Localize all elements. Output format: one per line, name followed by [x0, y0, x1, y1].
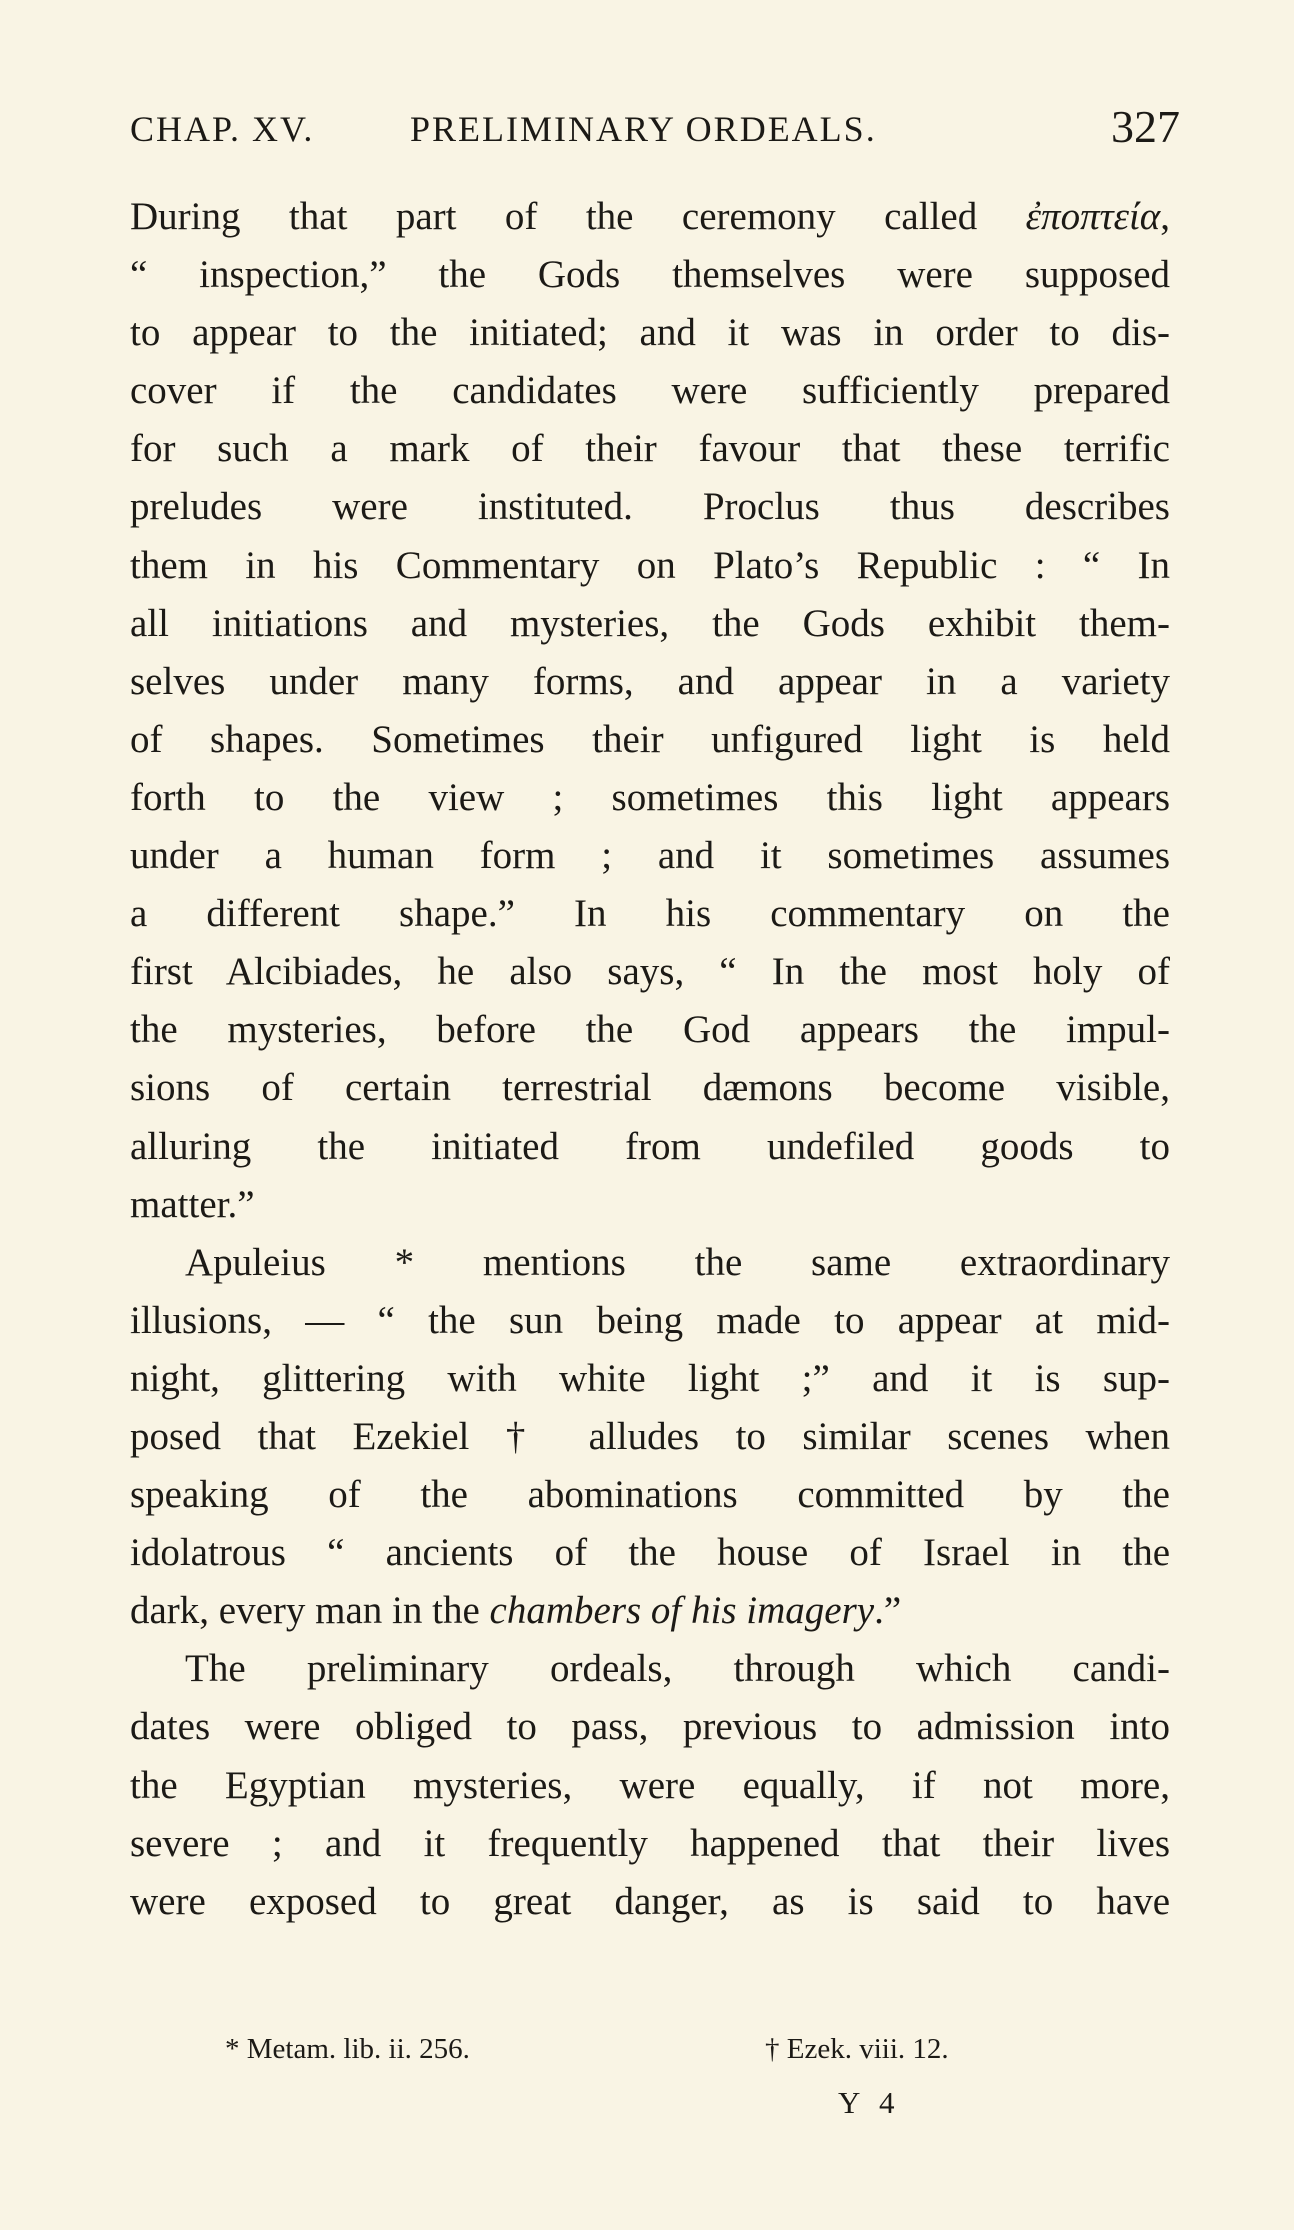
text-line: a different shape.” In his commentary on the — [130, 892, 1170, 936]
footnotes — [225, 2033, 1055, 2083]
line-text: .” — [874, 1589, 902, 1633]
line-text: dark, every man in the — [130, 1589, 490, 1633]
text-line: preludes were instituted. Proclus thus describes — [130, 485, 1170, 529]
page-number: 327 — [1111, 101, 1180, 152]
body-text — [130, 188, 1170, 1931]
line-text: During that part of the ceremony called — [130, 195, 1026, 238]
text-line: them in his Commentary on Plato’s Republic : “ In — [130, 543, 1170, 587]
text-line: cover if the candidates were sufficiently prepared — [130, 369, 1170, 413]
footnote-1: * Metam. lib. ii. 256. — [225, 2033, 470, 2065]
text-line: selves under many forms, and appear in a variety — [130, 659, 1170, 703]
text-line: The preliminary ordeals, through which candi- — [185, 1647, 1170, 1691]
chapter-title: PRELIMINARY ORDEALS. — [410, 109, 877, 149]
running-head — [130, 100, 1180, 160]
text-line: dates were obliged to pass, previous to admission into — [130, 1705, 1170, 1749]
text-line: severe ; and it frequently happened that their lives — [130, 1821, 1170, 1865]
text-line: alluring the initiated from undefiled goods to — [130, 1124, 1170, 1168]
text-line: Apuleius * mentions the same extraordinary — [185, 1240, 1170, 1284]
italic-phrase: chambers of his imagery — [489, 1589, 875, 1633]
text-line: speaking of the abominations committed by the — [130, 1473, 1170, 1517]
text-line: were exposed to great danger, as is said to have — [130, 1879, 1170, 1923]
text-line: posed that Ezekiel † alludes to similar scenes when — [130, 1414, 1170, 1458]
greek-word: ἐποπτεία — [1025, 195, 1161, 238]
text-line: idolatrous “ ancients of the house of Israel in the — [130, 1531, 1170, 1575]
text-line: all initiations and mysteries, the Gods exhibit them- — [130, 601, 1170, 645]
text-line — [130, 1582, 1170, 1640]
text-line: of shapes. Sometimes their unfigured light is held — [130, 717, 1170, 761]
text-line: first Alcibiades, he also says, “ In the most holy of — [130, 950, 1170, 994]
footnote-2: † Ezek. viii. 12. — [765, 2033, 949, 2065]
signature-mark: Y 4 — [838, 2085, 901, 2120]
text-line: illusions, — “ the sun being made to appear at mid- — [130, 1298, 1170, 1342]
text-line: to appear to the initiated; and it was in order to dis- — [130, 311, 1170, 355]
text-line: forth to the view ; sometimes this light appears — [130, 775, 1170, 819]
text-line: for such a mark of their favour that these terrific — [130, 427, 1170, 471]
text-line: night, glittering with white light ;” and it is sup- — [130, 1356, 1170, 1400]
text-line — [130, 188, 1170, 246]
line-text: , — [1160, 195, 1170, 238]
text-line: matter.” — [130, 1182, 255, 1226]
text-line: “ inspection,” the Gods themselves were supposed — [130, 253, 1170, 297]
text-line: sions of certain terrestrial dæmons become visible, — [130, 1066, 1170, 1110]
text-line: the Egyptian mysteries, were equally, if not more, — [130, 1763, 1170, 1807]
text-line: the mysteries, before the God appears the impul- — [130, 1008, 1170, 1052]
text-line: under a human form ; and it sometimes assumes — [130, 834, 1170, 878]
chapter-label: CHAP. XV. — [130, 109, 315, 149]
